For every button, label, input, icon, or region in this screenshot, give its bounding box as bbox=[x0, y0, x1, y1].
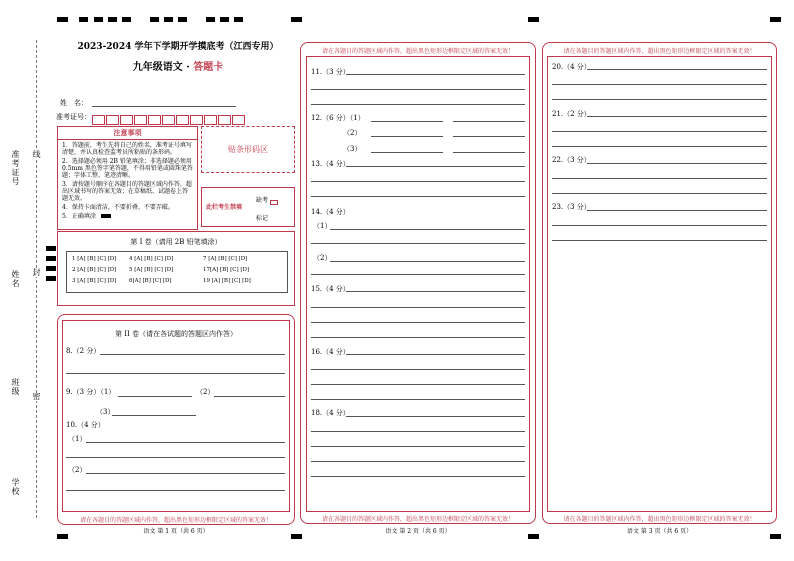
q16-line-3[interactable] bbox=[311, 384, 525, 385]
binding-name-label: 姓名 bbox=[11, 270, 20, 288]
section2-title: 第 II 卷（请在各试题的答题区内作答） bbox=[115, 330, 237, 338]
absent-checkbox[interactable] bbox=[270, 200, 278, 205]
q9-1-line[interactable] bbox=[118, 396, 192, 397]
q12-1-line-b[interactable] bbox=[453, 121, 525, 122]
q22-line-1[interactable] bbox=[587, 163, 767, 164]
absent-box bbox=[201, 187, 295, 227]
q11-line-2[interactable] bbox=[311, 89, 525, 90]
q16-line-1[interactable] bbox=[346, 354, 525, 355]
q15-line-2[interactable] bbox=[311, 307, 525, 308]
q12-3-line-a[interactable] bbox=[371, 152, 443, 153]
top-mark-3 bbox=[94, 17, 103, 22]
top-mark-4 bbox=[108, 17, 117, 22]
q10-2-label: （2） bbox=[68, 466, 87, 474]
side-mark-1 bbox=[46, 246, 56, 251]
side-mark-3 bbox=[46, 266, 56, 271]
top-mark-8 bbox=[178, 17, 187, 22]
q15-line-1[interactable] bbox=[346, 291, 525, 292]
p2-warning: 请在各题目的答题区域内作答，超出黑色矩形边框限定区域的答案无效！ bbox=[321, 516, 514, 523]
option-row1-col3[interactable]: 7 [A] [B] [C] [D] bbox=[203, 256, 248, 262]
q23-line-3[interactable] bbox=[552, 240, 767, 241]
option-row2-col2[interactable]: 5 [A] [B] [C] [D] bbox=[129, 267, 174, 273]
q14-1-line-2[interactable] bbox=[311, 243, 525, 244]
top-mark-6 bbox=[150, 17, 159, 22]
q10-1-label: （1） bbox=[68, 435, 87, 443]
q23-line-2[interactable] bbox=[552, 225, 767, 226]
top-mark-13 bbox=[528, 17, 539, 22]
q12-label: 12.（6 分）（1） bbox=[311, 114, 365, 122]
note-4: 4．保持卡面清洁，不要折叠、不要弄破。 bbox=[62, 204, 174, 211]
q20-line-2[interactable] bbox=[552, 84, 767, 85]
q14-label: 14.（4 分） bbox=[311, 208, 350, 216]
q14-2-line-1[interactable] bbox=[330, 261, 525, 262]
note-3: 3．请按题号顺序在各题目的答题区域内作答，超出区域书写的答案无效；在草稿纸、试题卷上答题无效。 bbox=[62, 181, 192, 202]
subject-name: 九年级语文 · bbox=[132, 62, 194, 73]
q9-2-label: （2） bbox=[196, 388, 215, 396]
q15-line-4[interactable] bbox=[311, 337, 525, 338]
binding-mi: 密 bbox=[32, 392, 41, 401]
q16-label: 16.（4 分） bbox=[311, 348, 350, 356]
top-mark-1 bbox=[57, 17, 68, 22]
q23-label: 23.（3 分） bbox=[552, 203, 591, 211]
name-field[interactable] bbox=[92, 106, 236, 107]
binding-line bbox=[36, 40, 37, 518]
note-5-text: 5．正确填涂 bbox=[62, 213, 96, 220]
q21-line-1[interactable] bbox=[587, 116, 767, 117]
subject-title bbox=[58, 58, 298, 73]
p3-warning: 请在各题目的答题区域内作答，超出黑色矩形边框限定区域的答案无效！ bbox=[563, 516, 756, 523]
top-mark-9 bbox=[206, 17, 215, 22]
q13-line-1[interactable] bbox=[346, 166, 525, 167]
q11-label: 11.（3 分） bbox=[311, 68, 350, 76]
q14-1-line-1[interactable] bbox=[330, 229, 525, 230]
q12-2-line-a[interactable] bbox=[371, 136, 443, 137]
notes-box bbox=[57, 126, 198, 230]
top-mark-11 bbox=[234, 17, 243, 22]
barcode-label: 贴条形码区 bbox=[228, 145, 268, 154]
top-mark-10 bbox=[220, 17, 229, 22]
q9-label: 9.（3 分）（1） bbox=[66, 388, 116, 396]
q12-3-line-b[interactable] bbox=[453, 152, 525, 153]
q20-line-1[interactable] bbox=[587, 69, 767, 70]
option-row3-col3[interactable]: 19 [A] [B] [C] [D] bbox=[203, 278, 251, 284]
q12-2-line-b[interactable] bbox=[453, 136, 525, 137]
top-mark-5 bbox=[122, 17, 131, 22]
option-row2-col1[interactable]: 2 [A] [B] [C] [D] bbox=[72, 267, 117, 273]
q20-line-3[interactable] bbox=[552, 99, 767, 100]
top-mark-2 bbox=[79, 17, 88, 22]
q15-label: 15.（4 分） bbox=[311, 285, 350, 293]
q9-2-line[interactable] bbox=[214, 396, 285, 397]
p3-inner bbox=[547, 56, 772, 512]
q14-1-label: （1） bbox=[313, 222, 332, 230]
p3-top-warning: 请在各题目的答题区域内作答，超出黑色矩形边框限定区域的答案无效！ bbox=[563, 48, 756, 55]
q18-label: 18.（4 分） bbox=[311, 409, 350, 417]
option-row2-col3[interactable]: 17[A] [B] [C] [D] bbox=[203, 267, 250, 273]
barcode-area bbox=[201, 126, 295, 173]
q10-2-line-1[interactable] bbox=[86, 473, 285, 474]
q21-line-2[interactable] bbox=[552, 131, 767, 132]
side-mark-2 bbox=[46, 256, 56, 261]
notes-title: 注意事项 bbox=[58, 127, 197, 140]
q12-1-line-a[interactable] bbox=[371, 121, 443, 122]
q18-line-2[interactable] bbox=[311, 431, 525, 432]
q12-3-label: （3） bbox=[343, 145, 362, 153]
p1-footer: 语文 第 1 页（共 6 页） bbox=[143, 528, 209, 535]
q10-1-line-2[interactable] bbox=[66, 457, 285, 458]
binding-xian: 线 bbox=[32, 150, 41, 159]
q11-line-3[interactable] bbox=[311, 104, 525, 105]
q12-2-label: （2） bbox=[343, 129, 362, 137]
q18-line-5[interactable] bbox=[311, 476, 525, 477]
q11-line-1[interactable] bbox=[346, 74, 525, 75]
answer-card-label: 答题卡 bbox=[193, 62, 224, 73]
binding-school-label: 学校 bbox=[11, 478, 20, 496]
q10-label: 10.（4 分） bbox=[66, 421, 105, 429]
note-2: 2．选择题必须用 2B 铅笔填涂；非选择题必须用 0.5mm 黑色签字笔答题，不得用铅笔或圆珠笔答题；字体工整、笔迹清晰。 bbox=[62, 158, 193, 179]
p3-footer: 语文 第 3 页（共 6 页） bbox=[626, 528, 693, 535]
name-label: 姓 名： bbox=[60, 99, 88, 107]
side-mark-4 bbox=[46, 276, 56, 281]
exam-title: 2023-2024 学年下学期开学摸底考（江西专用） bbox=[77, 42, 279, 52]
q13-label: 13.（4 分） bbox=[311, 160, 350, 168]
q18-line-4[interactable] bbox=[311, 461, 525, 462]
p2-footer: 语文 第 2 页（共 6 页） bbox=[385, 528, 451, 535]
binding-feng: 封 bbox=[32, 268, 41, 277]
q13-line-3[interactable] bbox=[311, 196, 525, 197]
option-row1-col1[interactable]: 1 [A] [B] [C] [D] bbox=[72, 256, 117, 262]
q13-line-2[interactable] bbox=[311, 181, 525, 182]
section1-box bbox=[57, 231, 295, 306]
id-label: 准考证号： bbox=[56, 113, 91, 121]
q20-label: 20.（4 分） bbox=[552, 63, 591, 71]
q18-line-3[interactable] bbox=[311, 446, 525, 447]
q10-1-line-1[interactable] bbox=[86, 442, 285, 443]
q18-line-1[interactable] bbox=[346, 416, 525, 417]
q22-line-3[interactable] bbox=[552, 193, 767, 194]
q9-3-line[interactable] bbox=[112, 415, 196, 416]
option-row3-col2[interactable]: 6[A] [B] [C] [D] bbox=[129, 278, 172, 284]
note-1: 1．答题前，考生先将自己的姓名，准考证号填写清楚，并认真检查监考员所粘贴的条形码。 bbox=[62, 142, 192, 156]
binding-id-label: 准考证号 bbox=[11, 150, 20, 186]
q14-2-label: （2） bbox=[313, 254, 332, 262]
note-5 bbox=[62, 213, 193, 220]
top-mark-7 bbox=[164, 17, 173, 22]
q9-3-label: （3） bbox=[96, 408, 115, 416]
q8-line-2[interactable] bbox=[66, 373, 285, 374]
absent-right2: 标记 bbox=[256, 215, 269, 222]
q14-2-line-2[interactable] bbox=[311, 274, 525, 275]
filled-example bbox=[101, 214, 111, 218]
option-row3-col1[interactable]: 3 [A] [B] [C] [D] bbox=[72, 278, 117, 284]
top-mark-14 bbox=[770, 17, 781, 22]
absent-label: 此栏考生禁填 bbox=[206, 204, 243, 211]
q8-label: 8.（2 分） bbox=[66, 347, 101, 355]
q23-line-1[interactable] bbox=[587, 210, 767, 211]
q22-label: 22.（3 分） bbox=[552, 156, 591, 164]
absent-right1: 缺考 bbox=[256, 197, 269, 204]
q8-line-1[interactable] bbox=[100, 354, 285, 355]
top-mark-12 bbox=[291, 17, 302, 22]
p2-top-warning: 请在各题目的答题区域内作答，超出黑色矩形边框限定区域的答案无效！ bbox=[321, 48, 514, 55]
q22-line-2[interactable] bbox=[552, 178, 767, 179]
q16-line-2[interactable] bbox=[311, 369, 525, 370]
q16-line-4[interactable] bbox=[311, 399, 525, 400]
p1-warning: 请在各题目的答题区域内作答，超出黑色矩形边框限定区域的答案无效！ bbox=[79, 517, 272, 524]
section1-title: 第 I 卷（请用 2B 铅笔填涂） bbox=[130, 238, 222, 246]
q21-label: 21.（2 分） bbox=[552, 110, 591, 118]
q10-2-line-2[interactable] bbox=[66, 490, 285, 491]
binding-class-label: 班级 bbox=[11, 378, 20, 396]
q21-line-3[interactable] bbox=[552, 146, 767, 147]
q15-line-3[interactable] bbox=[311, 322, 525, 323]
option-row1-col2[interactable]: 4 [A] [B] [C] [D] bbox=[129, 256, 174, 262]
